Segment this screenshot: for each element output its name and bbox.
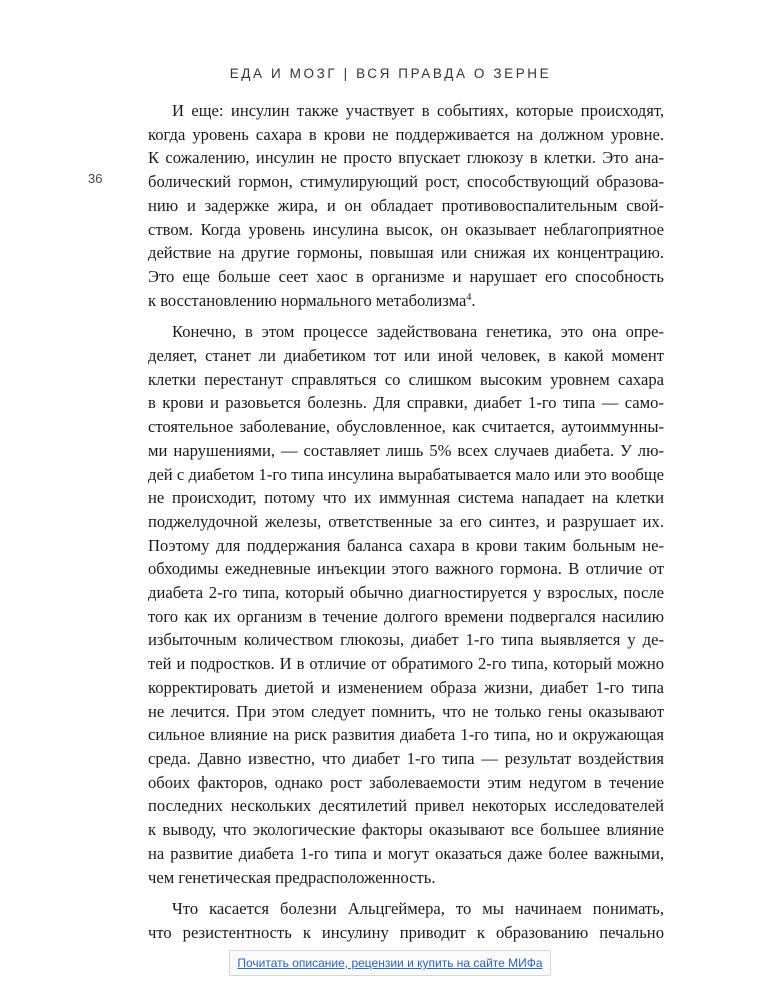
text-line: действие на другие гормоны, повышая или снижая их концентрацию.: [148, 243, 664, 263]
text-line: поджелудочной железы, ответственные за его синтез, и разрушает их.: [148, 511, 664, 531]
paragraph: [148, 99, 664, 312]
running-header: ЕДА И МОЗГ | ВСЯ ПРАВДА О ЗЕРНЕ: [229, 66, 552, 81]
text-line: к выводу, что экологические факторы оказывают все большее влияние: [148, 820, 664, 840]
text-line: корректировать диетой и изменением образа жизни, диабет 1-го типа: [148, 677, 664, 697]
text-line: деляет, станет ли диабетиком тот или иной человек, в какой момент: [148, 346, 664, 366]
text-line: что резистентность к инсулину приводит к образованию печально: [148, 922, 664, 942]
text-line: на развитие диабета 1-го типа и могут оказаться даже более важными,: [148, 843, 664, 863]
paragraph: [148, 897, 664, 944]
text-line: того как их организм в течение долгого времени подвергался насилию: [148, 606, 664, 626]
text-line: тей и подростков. И в отличие от обратимого 2-го типа, который можно: [148, 654, 664, 674]
text-line: Конечно, в этом процессе задействована генетика, это она опре-: [172, 322, 664, 342]
paragraph: [148, 320, 664, 889]
text-line: когда уровень сахара в крови не поддерживается на должном уровне.: [148, 124, 664, 144]
text-line: Поэтому для поддержания баланса сахара в крови таким больным не-: [148, 535, 664, 555]
text-line: И еще: инсулин также участвует в событиях, которые происходят,: [172, 101, 664, 120]
text-line: избыточным количеством глюкозы, диабет 1-го типа выявляется у де-: [148, 630, 664, 650]
text-line: Это еще больше сеет хаос в организме и нарушает его способность: [148, 266, 664, 286]
text-line: к восстановлению нормального метаболизма$^4$.: [148, 290, 476, 310]
buy-book-link[interactable]: Почитать описание, рецензии и купить на сайте МИФа: [229, 950, 551, 976]
text-line: не происходит, потому что их иммунная система нападает на клетки: [148, 488, 664, 508]
footnote-marker[interactable]: 4: [466, 291, 472, 303]
text-line: среда. Давно известно, что диабет 1-го типа — результат воздействия: [148, 748, 664, 768]
text-line: Что касается болезни Альцгеймера, то мы начинаем понимать,: [172, 899, 664, 919]
text-line: болический гормон, стимулирующий рост, способствующий образова-: [148, 172, 664, 192]
text-line: обходимы ежедневные инъекции этого важного гормона. В отличие от: [148, 559, 664, 579]
text-line: не лечится. При этом следует помнить, что не только гены оказывают: [148, 701, 664, 721]
text-line: обоих факторов, однако рост заболеваемости этим недугом в течение: [148, 772, 664, 792]
text-line: чем генетическая предрасположенность.: [148, 867, 436, 887]
text-line: в крови и разовьется болезнь. Для справки, диабет 1-го типа — само-: [148, 393, 664, 413]
page-number: 36: [88, 171, 103, 186]
text-line: стоятельное заболевание, обусловленное, как считается, аутоиммунны-: [148, 417, 664, 437]
text-line: последних нескольких десятилетий привел некоторых исследователей: [148, 796, 664, 816]
text-line: ством. Когда уровень инсулина высок, он оказывает неблагоприятное: [148, 219, 664, 239]
text-line: сильное влияние на риск развития диабета 1-го типа, но и окружающая: [148, 725, 664, 745]
text-line: дей с диабетом 1-го типа инсулина вырабатывается мало или это вообще: [148, 464, 664, 484]
text-line: диабета 2-го типа, который обычно диагностируется у взрослых, после: [148, 583, 664, 603]
text-line: ми нарушениями, — составляет лишь 5% всех случаев диабета. У лю-: [148, 440, 664, 460]
text-line: нию и задержке жира, и он обладает противовоспалительным свой-: [148, 195, 664, 215]
main-text: [148, 99, 664, 945]
text-line: К сожалению, инсулин не просто впускает глюкозу в клетки. Это ана-: [148, 148, 664, 168]
text-line: клетки перестанут справляться со слишком высоким уровнем сахара: [148, 369, 664, 389]
